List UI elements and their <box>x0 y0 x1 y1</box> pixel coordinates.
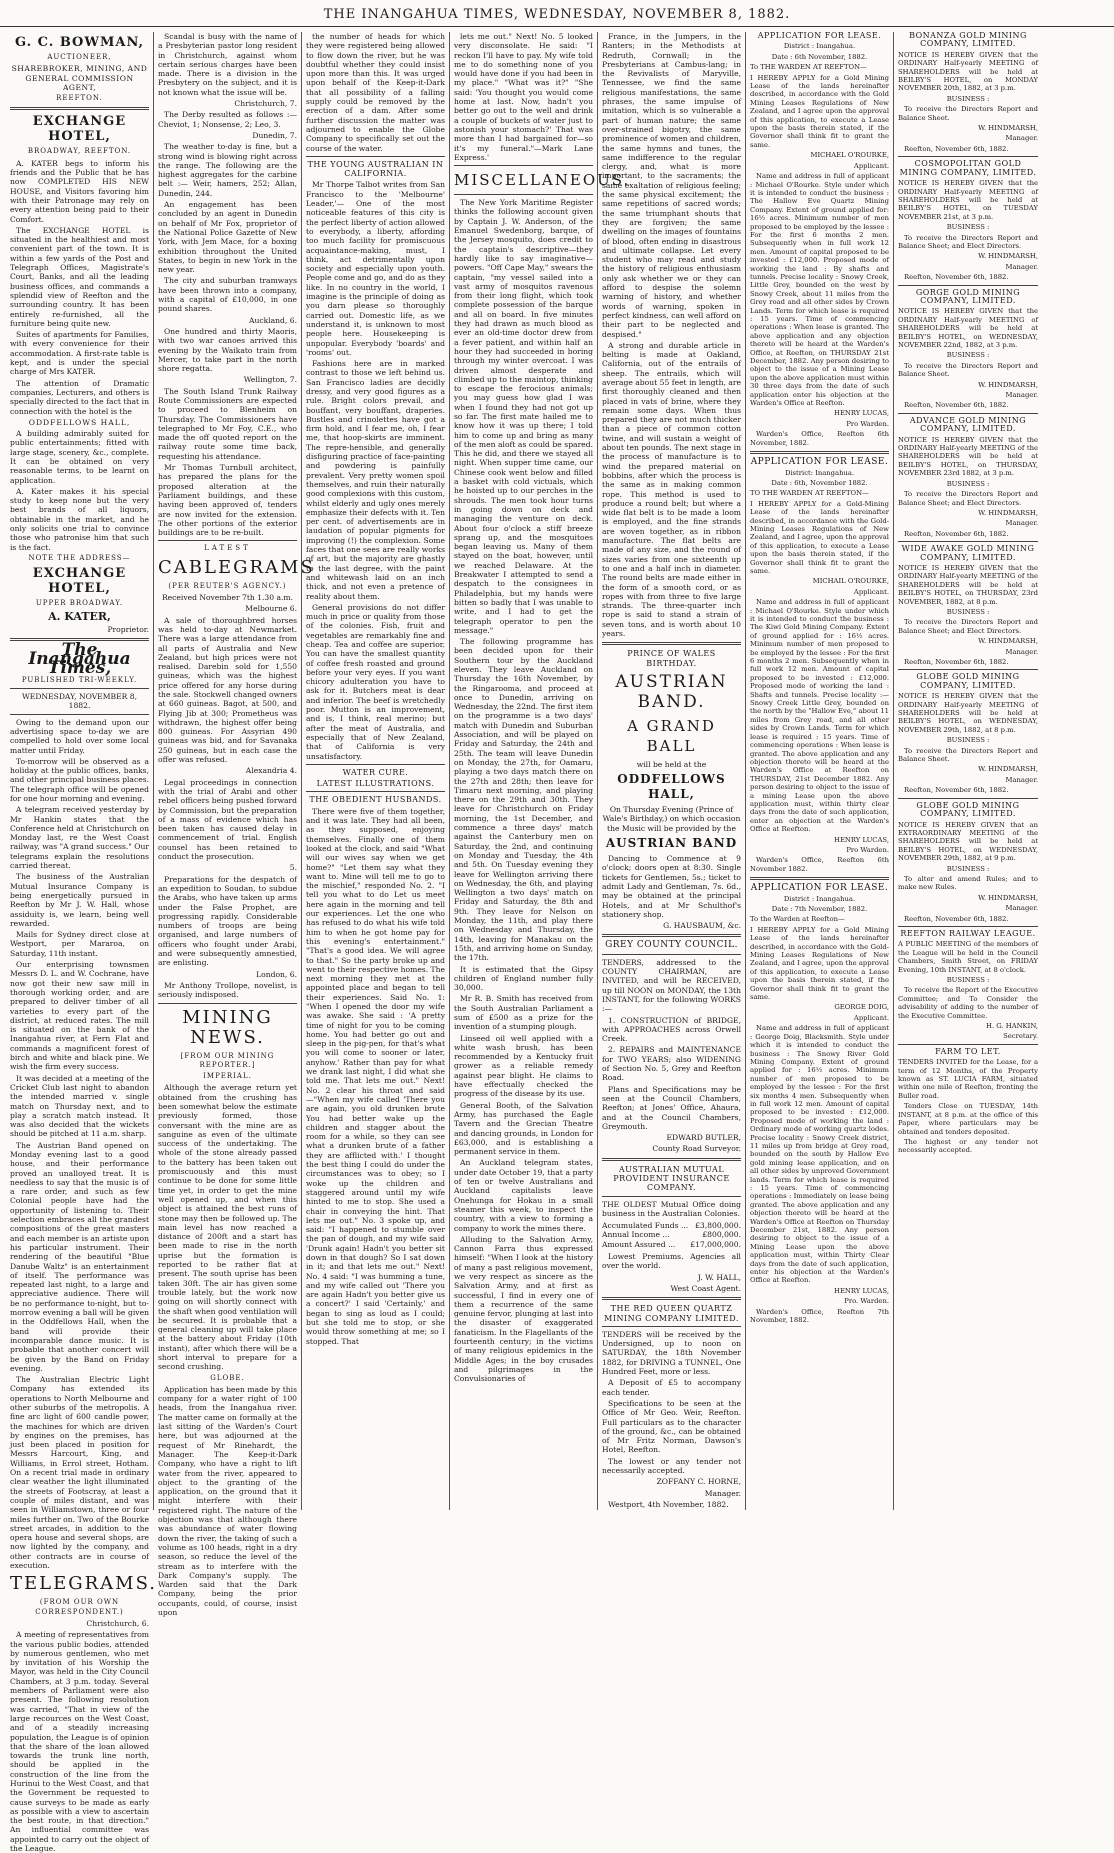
railway-league-business-detail: To receive the Report of the Executive Committee; and To Consider the advisability of adding to the number of the Executive Committee. <box>898 986 1038 1020</box>
lease-2-para: I HEREBY APPLY for a Gold-Mining Lease of the lands hereinafter described, in accordance with the Gold-Mining Leases Regulations of New Zealand, and I agree, upon the approval of this application, to execute a Lease upon the basis therein stated, if the Governor shall think fit to grant the same. <box>750 499 889 575</box>
council-para-2: 1. CONSTRUCTION of BRIDGE, with APPROACHES across Orwell Creek. <box>602 1015 741 1044</box>
council-signature-title: County Road Surveyor. <box>652 1144 741 1154</box>
page-masthead: THE INANGAHUA TIMES, WEDNESDAY, NOVEMBER 8, 1882. <box>0 4 1114 27</box>
column-6 <box>746 32 894 1510</box>
exchange-hotel-address: BROADWAY, REEFTON. <box>27 147 132 156</box>
exchange-para-1: A. KATER begs to inform his friends and the Public that he has now COMPLETED HIS NEW HOUSE, and Visitors favoring him with their Patronage may rely on every attention being paid to their Comfort. <box>10 158 149 224</box>
globe-2-business: BUSINESS : <box>946 864 990 873</box>
col3-para-3: Fashions here are in marked contrast to those we left behind us. San Francisco ladies are decidly dressy, and very good figures as a rule. Bright colors prevail, and bouffant, very bouffant, draperies. Bustles and crinolettes have got a firm hold, and I fear me, oh, I fear me, that hoop-skirts are imminent. The repre-hensible, and generally disfiguring practice of face-painting and powdering is painfully prevalent. Very pretty women spoil themselves, and ruin their naturally good complexions with this custom, whilst elderly and ugly ones merely emphasize their defects with it. Ten per cent. of advertisements are in laudation of popular pigments for improving (!) the complexion. Some faces that one sees are really works of art, but the majority are ghastly to the last degree, with the paint and whitewash laid on an inch thick, and not even a pretence of reality about them. <box>306 359 445 601</box>
dateline: London, 6. <box>256 969 297 979</box>
col2-para-10: Legal proceedings in connection with the trial of Arabi and other rebel officers being pushed forward by Commission, but the preparation of a mass of evidence which has been taken has caused delay in commencement of trial. English counsel has been retained to conduct the prosecution. <box>158 777 297 862</box>
bowman-place: REEFTON. <box>56 94 103 103</box>
mining-news-heading: MINING NEWS. <box>182 1006 273 1048</box>
col2-para-12: Mr Anthony Trollope, novelist, is seriously indisposed. <box>158 980 297 1000</box>
exchange-proprietor: A. KATER, <box>48 609 111 623</box>
exchange-para-5: A building admirably suited for public entertainments; fitted with large stage, scenery, &c., complete. It can be obtained on very reasonable terms, to be learnt on application. <box>10 429 149 485</box>
amp-row-value: £17,000,000. <box>690 1239 741 1249</box>
amp-row <box>602 1221 741 1230</box>
col4-para-5: Mr R. B. Smith has received from the South Australian Parliament a sum of £500 as a prize for the invention of a stumping plough. <box>454 994 593 1032</box>
dateline: Christchurch, 7. <box>234 99 297 109</box>
bonanza-business-detail: To receive the Directors Report and Balance Sheet. <box>898 105 1038 122</box>
cosmopolitan-heading: COSMOPOLITAN GOLD MINING COMPANY, LIMITED. <box>899 159 1037 177</box>
farm-to-let-para-1: TENDERS INVITED for the Lease, for a term of 12 Months, of the Property known as ST. LUCIA FARM, situated within one mile of Reefton, fronting the Buller road. <box>898 1058 1038 1100</box>
dateline: Melbourne 6. <box>245 604 297 614</box>
railway-league-signature: H. G. HANKIN, <box>986 1022 1038 1031</box>
red-queen-signature-title: Manager. <box>704 1488 741 1498</box>
amp-row-value: £800,000. <box>702 1230 741 1240</box>
bonanza-signature-title: Manager. <box>1005 134 1038 143</box>
globe-2-business-detail: To alter and amend Rules; and to make new Rules. <box>898 874 1038 892</box>
divider <box>898 926 1038 927</box>
divider <box>602 642 741 645</box>
dateline: Wellington, 7. <box>243 375 297 385</box>
wide-awake-business-detail: To receive the Directors Report and Balance Sheet; and Elect Directors. <box>898 618 1038 635</box>
columns <box>6 31 1108 1853</box>
lease-1-to: To THE WARDEN AT REEFTON— <box>750 63 867 72</box>
globe-signature: W. HINDMARSH, <box>978 765 1038 774</box>
lease-3-para: I HEREBY APPLY for a Gold Mining Lease of the lands hereinafter described, in accordance with the Gold-Mining Leases Regulations of New Zealand, and I agree, upon the approval of this application, to execute a Lease upon the basis therein stated, if the Governor shall think fit to grant the same. <box>750 925 889 1002</box>
globe-signature-title: Manager. <box>1005 775 1038 784</box>
ball-details-2: Dancing to Commence at 9 o'clock; doors open at 8:30. Single tickets for Gentlemen, 5s.; ticket to admit Lady and Gentleman, 7s. 6d., may be obtained at the principal Hotels, and at Mr Schulthof's stationery shop. <box>602 854 741 919</box>
lease-2-office: Warden's Office, Reefton 6th November 1882. <box>750 856 889 873</box>
column-2 <box>154 32 315 1618</box>
red-queen-signature: ZOFFANY C. HORNE, <box>656 1477 741 1487</box>
council-signature: EDWARD BUTLER, <box>666 1133 741 1143</box>
col5-para-2: A strong and durable article in belting is made at Oakland, California, out of the entrails of sheep. The entrails, which will average about 55 feet in length, are first thoroughly cleaned and then placed in vats of brine, where they remain some days. When thus prepared they are not much thicker than a piece of common cotton twine, and will sustain a weight of about ten pounds. The next stage in the process of manufacture is to wind the prepared material on bobbins, after which the process is the same as in making common rope. This method is used to produce a round belt; but where a wide flat belt is to be made a loom is employed, and the fine strands are woven together, as in ribbon manufacture. The flat belts are made of any size, and the round of sizes varies from one sixteenth up to one and a half inch in diameter. The round belts are made either in the form of a smooth cord, or as ropes with from three to five large strands. The three-quarter inch rope is said to stand a strain of seven tons, and is worth about 10 years. <box>602 340 741 638</box>
col2-para-1: Scandal is busy with the name of a Presbyterian pastor long resident in Christchurch, against whom certain serious charges have been made. There is a division in the Presbytery on the subject, and it is not known what the issue will be. <box>158 32 297 97</box>
col4-para-8: An Auckland telegram states, under date October 19, that a party of ten or twelve Australians and Auckland capitalists leave Onehunga for Hokau in a small steamer this week, to inspect the country, with a view to forming a company to work the mines there. <box>454 1158 593 1233</box>
col5-para-1: France, in the Jumpers, in the Ranters; in the Methodists at Redruth, Cornwall; in the Presbyterians at Cambus-lang; in the Revivalists of Maryville, Tennessee, we find the same religious manifestations, the same phrases, the same impulse of imitation, which is so vulnerable a part of human nature; the same over-strained bigotry, the same prominence of women and children, the same hymns and tunes, the same indifference to the regular clergy, and, what is more important, to the sacraments; the same exaltation of religious feeling; the same physical excitement; the same repetitions of sacred words; the same triumphant shouts that they are forgiven; the same dwelling on the images of fountains of blood, often ending in disastrous and ultimate collapse. Let every student who may read and study the history of religious enthusiasm only ask whether we or they can afford to despise the solemn warning of history, and whether words of warning, spoken in perfect kindness, can well afford on their part to be neglected and despised." <box>602 32 741 339</box>
column-7 <box>894 32 1042 1510</box>
lease-1-signature: MICHAEL O'ROURKE, <box>810 151 889 160</box>
divider <box>158 540 297 541</box>
divider <box>454 165 593 166</box>
globe-2-date: Reefton, November 6th, 1882. <box>904 914 1009 923</box>
exchange-address-2: UPPER BROADWAY. <box>35 599 124 608</box>
farm-to-let-para-3: The highest or any tender not necessarily accepted. <box>898 1137 1038 1155</box>
lease-2-warden: HENRY LUCAS, <box>834 835 889 844</box>
lease-2-to: TO THE WARDEN AT REEFTON— <box>750 489 869 498</box>
lease-3-heading: APPLICATION FOR LEASE. <box>750 883 889 894</box>
col2-para-13: Although the average return yet obtained from the crushing has been somewhat below the estimate previously formed, those conversant with the mine are as sanguine as even of the ultimate success of the undertaking. The whole of the stone already passed to the battery has been taken out promiscuously and this must continue to be done for some little time yet, in order to get the mine well opened up, and when this object is attained the best runs of stone may then be followed up. The main level has now reached a distance of 200ft and a start has been made to rise in the north uprise but the formation is reported to be rather flat at present. The south uprise has been taken 30ft. The air has given some trouble lately, but the work now going on will shortly connect with the shaft when good ventilation will be secured. It is probable that a general cleaning up will take place at the battery about Friday (10th instant), after which there will be a short interval to prepare for a second crushing. <box>158 1083 297 1372</box>
council-para-1: TENDERS, addressed to the COUNTY CHAIRMAN, are INVITED, and will be RECEIVED, up till NOON on MONDAY, the 13th INSTANT, for the following WORKS :— <box>602 957 741 1014</box>
exchange-para-3: Suites of apartments for Families, with every convenience for their accommodation. A first-rate table is kept, and is under the special charge of Mrs KATER. <box>10 330 149 377</box>
advance-date: Reefton, November 6th, 1882. <box>904 529 1009 538</box>
red-queen-heading: THE RED QUEEN QUARTZ MINING COMPANY LIMITED. <box>604 1304 739 1323</box>
austrian-band-heading: AUSTRIAN BAND. <box>615 671 728 712</box>
dateline: Dunedin, 7. <box>252 130 297 140</box>
globe-heading: GLOBE GOLD MINING COMPANY, LIMITED. <box>916 672 1020 690</box>
col2-para-9: A sale of thoroughbred horses was held to-day at Newmarket. There was a large attendance from all parts of Australia and New Zealand, but high prices were not realised. Darebin sold for 1,550 guineas, which was the highest price offered for any horse during the sale. Stockwell changed owners at 660 guineas. Bagot, at 500, and Flying Jib at 300; Prometheus was withdrawn, the highest offer being 800 guineas. For Assyrian 490 guineas was bid, and for Savanaka 250 guineas, but in each case the offer was refused. <box>158 615 297 765</box>
globe-business-detail: To receive the Directors Report and Balance Sheet. <box>898 746 1038 764</box>
divider <box>10 688 149 689</box>
editorial-para-9: The Australian Electric Light Company has extended its operations to North Melbourne and other suburbs of the metropolis. A fine arc light of 600 candle power, the machines for which are driven by engines on the premises, has just been placed in position for Messrs Harcourt, King, and Williams, in Errol street, Hotham. On a recent trial made in ordinary clear weather the light illuminated the streets of Footscray, at least a couple of miles distant, and was seen in Williamstown, three or four miles further on. Two of the Bourke street arcades, in addition to the opera house and several shops, are now lighted by the company, and other contracts are in course of execution. <box>10 1375 149 1571</box>
mining-news-subheading: [FROM OUR MINING REPORTER.] <box>180 1051 275 1069</box>
dateline: Alexandria 4. <box>245 766 297 776</box>
red-queen-para-2: A Deposit of £5 to accompany each tender. <box>602 1378 741 1397</box>
telegram-para-1: A meeting of representatives from the various public bodies, attended by numerous gentlemen, who met by invitation of his Worship the Mayor, was held in the City Council Chambers, at 3 p.m. today. Several members of Parliament were also present. The following resolution was carried, "That in view of the large recources on the West Coast, and of a steadily increasing population, the League is of opinion that the share of the loan allowed towards the trunk line north, should be applied in the construction of the line from the Hurinui to the West Coast, and that the Government be requested to cause surveys to be made as early as possible with a view to ascertain the best route, in that direction." An influential committee was appointed to carry out the object of the League. <box>10 1630 149 1853</box>
gorge-signature: W. HINDMARSH, <box>978 380 1038 389</box>
lease-1-district: District : Inangahua. <box>783 42 856 51</box>
cablegrams-subheading: (PER REUTER'S AGENCY.) <box>168 581 287 590</box>
divider <box>898 669 1038 670</box>
lease-3-office: Warden's Office, Reefton 7th November, 1882. <box>750 1307 889 1325</box>
globe-2-heading: GLOBE GOLD MINING COMPANY, LIMITED. <box>916 800 1020 819</box>
cable-received: Received November 7th 1.30 a.m. <box>161 593 294 603</box>
amp-row-label: Amount Assured ... <box>602 1239 676 1249</box>
bowman-name: G. C. BOWMAN, <box>14 35 145 50</box>
cosmopolitan-date: Reefton, November 6th, 1882. <box>904 273 1009 282</box>
lease-3-warden-title: Pro. Warden. <box>844 1297 889 1306</box>
divider <box>602 954 741 955</box>
lease-2-signature-label: Applicant. <box>853 587 889 596</box>
lease-3-warden: HENRY LUCAS, <box>834 1286 889 1295</box>
wide-awake-business: BUSINESS : <box>946 607 990 616</box>
amp-para-2: Lowest Premiums. Agencies all over the world. <box>602 1252 741 1271</box>
amp-para: THE OLDEST Mutual Office doing business in the Australian Colonies. <box>602 1199 741 1218</box>
lease-2-date: Date : 6th, November 1882. <box>771 478 868 487</box>
lease-3-date: Date : 7th November, 1882. <box>771 905 868 913</box>
bonanza-business: BUSINESS : <box>946 94 990 103</box>
latest-illustrations-heading: LATEST ILLUSTRATIONS. <box>316 779 435 789</box>
bonanza-signature: W. HINDMARSH, <box>978 124 1038 133</box>
railway-league-signature-title: Secretary. <box>1003 1032 1038 1041</box>
editorial-para-7: It was decided at a meeting of the Cricket Club last night to abandon the intended married v. single match on Thursday next, and to play a scratch match instead. It was also decided that the wickets should be pitched at 11 a.m. sharp. <box>10 1073 149 1139</box>
cosmopolitan-signature: W. HINDMARSH, <box>978 252 1038 261</box>
paper-subtitle: PUBLISHED TRI-WEEKLY. <box>21 675 138 684</box>
lease-1-date: Date : 6th November, 1882. <box>771 52 868 61</box>
gorge-notice: NOTICE IS HEREBY GIVEN that the ORDINARY Half-yearly MEETING of SHAREHOLDERS will be held at BEILBY'S HOTEL, on WEDNESDAY, NOVEMBER 22nd, 1882, at 3 p.m. <box>898 307 1038 349</box>
ball-held-at: will be held at the <box>636 759 707 769</box>
col3-para-2: Mr Thorpe Talbot writes from San Francisco to the 'Melbourne' Leader,'— One of the most noticeable features of this city is the perfect liberty of action allowed to everybody, a liberty, affording too much facility for promiscuous acquaintance-making, must, I think, act detrimentally upon society and especially upon youth. People come and go, and do as they like. In no country in the world, I imagine is the principle of doing as you darn please so thoroughly carried out. Domestic life, as we understand it, is unknown to most people here. Housekeeping is unpopular. Everybody 'boards' and 'rooms' out. <box>306 180 445 357</box>
wide-awake-signature-title: Manager. <box>1005 647 1038 656</box>
exchange-para-2: The EXCHANGE HOTEL is situated in the healthiest and most convenient part of the town. It is within a few yards of the Post and Telegraph Offices, Magistrate's Court, Banks, and all the leading business offices, and commands a splendid view of Reefton and the surrounding country. It has been entirely re-furnished, all the furniture being quite new. <box>10 225 149 328</box>
exchange-proprietor-label: Proprietor. <box>107 624 149 634</box>
divider <box>750 877 889 880</box>
divider <box>898 285 1038 286</box>
lease-2-signature: MICHAIL O'ROURKE, <box>812 577 889 586</box>
divider <box>158 1003 297 1004</box>
wide-awake-notice: NOTICE IS HEREBY GIVEN that the ORDINARY Half-yearly MEETING of the SHAREHOLDERS will be held at BEILBY'S HOTEL, on THURSDAY, 23rd NOVEMBER, 1882, at 8 p.m. <box>898 563 1038 606</box>
lease-1-warden-title: Pro Warden. <box>846 419 889 428</box>
amp-table <box>602 1221 741 1249</box>
divider <box>898 413 1038 414</box>
globe-2-notice: NOTICE IS HEREBY GIVEN that an EXTRAORDINARY MEETING of the SHAREHOLDERS will be held at BEILBY'S HOTEL, on WEDNESDAY, NOVEMBER 29th, 1882, at 9 p.m. <box>898 820 1038 863</box>
lease-3-details: Name and address in full of applicant : George Doig, Blacksmith. Style under which it is intended to conduct the business : The Snowy River Gold Mining Company. Extent of ground applied for : 16½ acres. Minimum number of men proposed to be employed by the lessee : For the first six months 4 men. Subsequently when in full work 12 men. Amount of capital proposed to be invested : £12,000. Proposed mode of working the land : Ordinary mode of working quartz lodes. Precise locality : Snowy Creek district, 11 miles up from bridge at Grey road, bounded on the south by Hallow Eve gold mining lease application, and on all other sides by unproved Government lands. Term for which lease is required : 15 years. Time of commencing operations : Immediately on lease being granted. The above application and any objection thereto will be heard at the Warden's Office at Reefton on Thursday December 21st, 1882. Any person desiring to object to the issue of a Mining Lease upon the above application must, within Thirty Clear days from the date of such application, enter his objection at the Warden's Office at Reefton. <box>750 1024 889 1285</box>
amp-row-label: Annual Income ... <box>602 1230 670 1240</box>
telegram-place: Christchurch, 6. <box>86 1618 149 1628</box>
advance-business-detail: To receive the Directors Report and Balance Sheet; and Elect Directors. <box>898 490 1038 507</box>
bonanza-heading: BONANZA GOLD MINING COMPANY, LIMITED. <box>909 31 1027 49</box>
advance-signature-title: Manager. <box>1005 519 1038 528</box>
red-queen-para-4: The lowest or any tender not necessarily accepted. <box>602 1456 741 1475</box>
exchange-hotel-title-2: EXCHANGE HOTEL, <box>32 566 127 597</box>
gorge-date: Reefton, November 6th, 1882. <box>904 401 1009 410</box>
divider <box>602 1158 741 1161</box>
globe-heading: GLOBE. <box>210 1373 245 1382</box>
water-cure-heading: WATER CURE. <box>342 767 409 777</box>
bowman-title: AUCTIONEER, <box>47 53 112 61</box>
amp-row-value: £3,800,000. <box>695 1221 741 1231</box>
exchange-para-6: A. Kater makes it his special study to keep none but the very best brands of all liquors, obtainable in the market, and he only solicits one trial to convince those who patronise him that such is the fact. <box>10 486 149 552</box>
col4-para-3: The following programme has been decided upon for their Southern tour by the Auckland eleven. They leave Auckland on Thursday the 16th November, by the Ringarooma, and proceed at once to Dunedin, arriving on Wednesday, the 22nd. The first item on the programme is a two days' match with Dunedin and Suburban Association, and will be played on Friday and Saturday, the 24th and 25th. The team will leave Dunedin on Monday, the 27th, for Oamaru, playing a two days match there on the 27th and 28th; then leave for Timaru next morning, and playing there on the 29th and 30th. They leave for Christchurch on Friday morning, the 1st December, and commence a three days' match against the Canterbury men on Saturday, the 2nd, and continuing on Monday and Tuesday, the 4th and 5th. On Tuesday evening they leave for Wellington arriving there on Wednesday, the 6th, and playing Wellington a two days' match on Friday and Saturday, the 8th and 9th. They leave for Nelson on Monday, the 11th, and play there on Wednesday and Thursday, the 14th, leaving for Manakau on the 15th, and arriving home on Sunday, the 17th. <box>454 637 593 963</box>
col4-para-2: The New York Maritime Register thinks the following account given by Captain J. W. Anderson, of the Emanuel Swedenborg, barque, of the Jersey mosquito, does credit to the captain's descriptive—they hardly like to say imaginative—powers. "Off Cape May," swears the captain, "my vessel sailed into a vast army of mosquitos ravenous from their long flight, which took complete possession of the barque and all on board. In five minutes they had drawn as much blood as ever an old-time doctor drew from a fever patient, and within half an hour they had succeeded in boring through my winter overcoat. I was driven almost desperate and climbed up to the maintop, thinking to escape the ferocious animals; you may guess how glad I was when I found they had not got up so far. The first mate hailed me to know how it was up there; I told him to come up and bring as many of the men aloft as could be spared. This he did, and there we stayed all night. When supper time came, our Chinese cook went below and filled a basket with cold victuals, which he hoisted up to our perches in the shrouds. The men took hour turns in going down on deck and managing the venture on deck. About four o'clock a stiff breeze sprang up, and the mosquitoes began leaving us. Many of them stayed on the boat, however, until we reached Delaware. At the Breakwater I attempted to send a despatch to the consignees in Philadelphia, but my hands were bitten so badly that I was unable to write, and I had to get the telegraph operator to pen the message." <box>454 198 593 635</box>
railway-league-heading: REEFTON RAILWAY LEAGUE. <box>900 928 1036 938</box>
miscellaneous-heading: MISCELLANEOUS. <box>454 171 631 190</box>
austrian-band-name: AUSTRIAN BAND <box>605 836 738 851</box>
telegrams-subheading: (FROM OUR OWN CORRESPONDENT.) <box>35 1598 124 1616</box>
column-1 <box>6 32 158 1853</box>
col2-para-8: Mr Thomas Turnbull architect, has prepared the plans for the proposed alteration at the Parliament buildings, and these having been approved of, tenders are now invited for the extension. The other portions of the exterior buildings are to be re-built. <box>158 463 297 538</box>
gorge-business-detail: To receive the Directors Report and Balance Sheet. <box>898 361 1038 379</box>
divider <box>602 1297 741 1300</box>
lease-1-para: I HEREBY APPLY for a Gold Mining Lease of the lands hereinafter described, in accordance with the Gold Mining Leases Regulations of New Zealand, and I agree upon the approval of this application, to execute a Lease upon the basis therein stated, if the Governor shall think fit to grant the same. <box>750 73 889 149</box>
column-5 <box>598 32 746 1510</box>
bonanza-date: Reefton, November 6th, 1882. <box>904 144 1009 153</box>
col4-para-1: lets me out." Next! No. 5 looked very disconsolate. He said: "I reckon I'll have to pay. My wife told me to do something none of you would have done if you had been in my place." "What was it?" "She said: 'You thought you would come home at last. Now, hadn't you better go out to the well and drink a couple of buckets of water just to astonish your stomach?' That was more than I had bargained for—so it's my funeral."—Mark Lane Express.' <box>454 32 593 162</box>
council-para-3: 2. REPAIRS and MAINTENANCE for TWO YEARS; also WIDENING of Section No. 5, Grey and Reefton Road. <box>602 1045 741 1083</box>
exchange-para-4: The attention of Dramatic companies, Lecturers, and others is specially directed to the fact that in connection with the hotel is the <box>10 378 149 416</box>
cosmopolitan-business: BUSINESS : <box>946 223 990 232</box>
grey-county-council-heading: GREY COUNTY COUNCIL. <box>605 940 738 951</box>
divider <box>602 934 741 937</box>
column-4 <box>450 32 631 1510</box>
amp-row <box>602 1230 741 1239</box>
imperial-heading: IMPERIAL. <box>203 1072 252 1081</box>
col2-para-11: Preparations for the despatch of an expedition to Soudan, to subdue the Arabs, who have taken up arms under the False Prophet, are progressing rapidly. Considerable numbers of troops are being organised, and large numbers of officers who fought under Arabi, and were subsequently amnestied, are enlisting. <box>158 874 297 968</box>
grand-ball-heading: A GRAND BALL <box>627 716 716 755</box>
paper-title: The Inangahua Times, <box>28 639 131 679</box>
telegrams-heading: TELEGRAMS. <box>10 1573 158 1595</box>
advance-business: BUSINESS : <box>946 479 990 488</box>
globe-2-signature: W. HINDMARSH, <box>978 893 1038 902</box>
amp-row <box>602 1240 741 1249</box>
lease-1-signature-label: Applicant. <box>853 161 889 170</box>
bowman-trades: SHAREBROKER, MINING, AND GENERAL COMMISSION AGENT, <box>11 64 148 92</box>
wide-awake-heading: WIDE AWAKE GOLD MINING COMPANY, LIMITED. <box>901 544 1035 562</box>
divider <box>306 764 445 765</box>
col3-para-1: the number of heads for which they were registered being allowed to flow down the river, but he was doubtful whether they could insist upon more than this. It was urged upon behalf of the Keep-it-Dark that all possibility of a falling supply could be removed by the erection of a dam. After some further discussion the matter was adjourned to enable the Globe Company to specifically set out the course of the water. <box>306 32 445 153</box>
lease-1-office: Warden's Office, Reefton 6th November, 1882. <box>750 430 889 447</box>
lease-2-warden-title: Pro Warden. <box>846 845 889 854</box>
amp-heading: AUSTRALIAN MUTUAL PROVIDENT INSURANCE COMPANY. <box>613 1164 730 1193</box>
red-queen-para-3: Specifications to be seen at the Office of Mr Geo. Weir, Reefton. Full particulars as to the character of the ground, &c., can be obtained of Mr Fritz Norman, Dawson's Hotel, Reefton. <box>602 1398 741 1455</box>
lease-3-district: District : Inangahua. <box>783 894 856 903</box>
lease-2-district: District: Inangahua. <box>784 468 855 477</box>
divider <box>10 714 149 715</box>
col3-para-5: There were five of them together, and it was late. They had all been, as they supposed, enjoying themselves. Finally one of them looked at the clock, and said "What will our wives say when we get home?" "Let them say what they want to. Mine will tell me to go to the mischief," responded No. 2. "I tell you what to do Let us meet here again in the morning and tell our experiences. Let the one who has refused to do what his wife told him to when he got home pay for this evening's entertainment." "That's a good idea. We will agree to that." So the party broke up and went to their respective homes. The next morning they met at the appointed place and began to tell their experiences. Said No. 1: "When I opened the door my wife was awake. She said : 'A pretty time of night for you to be coming home. You had better go out and sleep in the pig-pen, for that's what you will come to sooner or later, anyhow.' Rather than pay for what we drank last night, I did what she told me. That lets me out." Next! No. 2 clear his throat and said—"When my wife called 'There you are again, you old drunken brute You had better wake up the children and stagger about the room for a while, so they can see what a drunken brute of a father they are afflicted with.' I thought the best thing I could do under the circumstances was to obey; so I woke up the children and staggered around until my wife hinted to me to stop. She used a chair in conveying the hint. That lets me out." No. 3 spoke up, and said: "I happened to stumble over the pan of dough, and my wife said 'Drunk again! Hadn't you better sit down in that dough? So I sat down in it; and that lets me out." Next! No. 4 said: "I was humming a tune, and my wife called out 'There you are again Hadn't you better give us a concert?' I said 'Certainly,' and began to sing as loud as I could; but she told me to stop, or she would throw something at me; so I stopped. That <box>306 806 445 1346</box>
advance-notice: NOTICE IS HEREBY GIVEN that the ORDINARY Half-yearly MEETING of the SHAREHOLDERS will be held at BEILBY'S HOTEL, on THURSDAY, NOVEMBER 23rd 1882, at 3 p.m. <box>898 435 1038 478</box>
globe-date: Reefton, November 6th, 1882. <box>904 786 1009 795</box>
exchange-hotel-title: EXCHANGE HOTEL, <box>32 114 127 145</box>
dateline: 5. <box>289 863 297 873</box>
dateline: Auckland, 6. <box>248 315 297 325</box>
lease-3-to: To the Warden at Reefton— <box>750 915 845 924</box>
divider <box>454 194 593 195</box>
cosmopolitan-business-detail: To receive the Directors Report and Balance Sheet; and Elect Directors. <box>898 233 1038 250</box>
divider <box>898 798 1038 799</box>
oddfellows-hall-heading: ODDFELLOWS HALL, <box>617 772 726 802</box>
gorge-heading: GORGE GOLD MINING COMPANY, LIMITED. <box>915 287 1021 305</box>
obedient-husbands-heading: THE OBEDIENT HUSBANDS. <box>309 795 442 805</box>
cosmopolitan-notice: NOTICE IS HEREBY GIVEN that the ORDINARY Half-yearly MEETING of SHAREHOLDERS will be held at BEILBY'S HOTEL, on TUESDAY NOVEMBER 21st, at 3 p.m. <box>898 179 1038 221</box>
divider <box>306 156 445 157</box>
divider <box>898 156 1038 157</box>
railway-league-notice: A PUBLIC MEETING of the members of the League will be held in the Council Chambers, Smith Street, on FRIDAY Evening, 10th INSTANT, at 8 o'clock. <box>898 940 1038 974</box>
lease-3-signature-label: Applicant. <box>853 1013 889 1022</box>
railway-league-business: BUSINESS : <box>946 976 990 984</box>
globe-business: BUSINESS : <box>946 736 990 745</box>
editorial-para-1: Owing to the demand upon our advertising space to-day we are compelled to hold over some local matter until Friday. <box>10 717 149 755</box>
bonanza-notice: NOTICE IS HEREBY GIVEN that the ORDINARY Half-yearly MEETING of SHAREHOLDERS will be held at BEILBY'S HOTEL, on MONDAY NOVEMBER 20th, 1882, at 3 p.m. <box>898 50 1038 93</box>
advance-signature: W. HINDMARSH, <box>978 508 1038 517</box>
lease-1-details: Name and address in full of applicant : Michael O'Rourke. Style under which it is intended to conduct the business : The Hallow Eve Quartz Mining Company. Extent of ground applied for: 16½ acres. Minimum number of men proposed to be employed by the lessee : For the first 6 months 2 men. Subsequently when in full work 12 men. Amount of capital proposed to be invested : £12,000. Proposed mode of working the land : By shafts and tunnels. Precise locality : Snowy Creek, Little Grey, bounded on the west by Snowy Creek, about 11 miles from the Grey road and all other sides by Crown Lands. Term for which lease is required : 15 years. Time of commencing operations : When lease is granted. The above application and any objection thereto will be heard at the Warden's Office, at Reefton, on THURSDAY 21st December, 1882. Any person desiring to object to the issue of a Mining Lease upon the above application must within 30 three days from the date of such application enter his objection at the Warden's Office at Reefton. <box>750 172 889 408</box>
globe-notice: NOTICE IS HEREBY GIVEN that the ORDINARY Half-yearly MEETING of SHAREHOLDERS will be held at BEILBY'S HOTEL, on WEDNESDAY, NOVEMBER 29th, 1882, at 8 p.m. <box>898 692 1038 734</box>
wide-awake-signature: W. HINDMARSH, <box>978 637 1038 646</box>
col4-para-4: It is estimated that the Gipsy children of England number fully 30,000. <box>454 964 593 993</box>
col2-para-5: The city and suburban tramways have been thrown into a company, with a capital of £10,000, in one pound shares. <box>158 276 297 314</box>
editorial-para-6: Our enterprising townsmen Messrs D. L. and W. Cochrane, have now got their new saw mill in thorough working order, and are prepared to deliver timber of all varieties to every part of the district, at reduced rates. The mill is situated on the bank of the Inangahua river, at Fern Flat and commands a magnificent forest of birch and white and black pine. We wish the firm every success. <box>10 960 149 1072</box>
red-queen-date: Westport, 4th November, 1882. <box>608 1499 729 1509</box>
amp-signature: J. W. HALL, <box>697 1272 741 1282</box>
oddfellows-hall: ODDFELLOWS HALL, <box>28 417 131 427</box>
exchange-note: NOTE THE ADDRESS— <box>28 553 131 562</box>
ball-signature: G. HAUSBAUM, &c. <box>663 921 741 931</box>
col2-para-14: Application has been made by this company for a water right of 100 heads, from the Inangahua river. The matter came on formally at the last sitting of the Warden's Court here, but was adjourned at the request of Mr Rinehardt, the Manager. The Keep-it-Dark Company, who have a right to lift water from the river, appeared to object to the granting of the application, on the ground that it might interfere with their registered right. The nature of the objection was that although there was abundance of water flowing down the river, the taking of such a volume as 100 heads, right in a dry season, so reduce the level of the stream as to interfere with the Dark Company's supply. The Warden said that the Dark Company, being the prior occupants, could, of course, insist upon <box>158 1384 297 1618</box>
col2-para-6: One hundred and thirty Maoris, with two war canoes arrived this evening by the Waikato train from Mercer, to take part in the north shore regatta. <box>158 326 297 374</box>
editorial-para-8: The Austrian Band opened on Monday evening last to a good house, and their performance proved an unalloyed treat. It is needless to say that the music is of a rare order, and such as few Colonial people have had the opportunity of listening to. Their selection embraces all the grandest compositions of the great masters and each member is an artiste upon his particular instrument. Their rendering of the beautiful "Blue Danube Waltz" is an entertainment of itself. The performance was repeated last night, to a large and appreciative audience. There will be no performance to-night, but to-morrow evening a ball will be given in the Oddfellows Hall, when the band will provide their incomparable dance music. It is probable that another concert will be given by the Band on Friday evening. <box>10 1140 149 1373</box>
prince-of-wales-heading: PRINCE OF WALES BIRTHDAY. <box>627 649 716 668</box>
paper-date: WEDNESDAY, NOVEMBER 8, 1882. <box>22 692 137 711</box>
divider <box>750 451 889 454</box>
col2-para-3: The weather to-day is fine, but a strong wind is blowing right across the range. The following are the highest aggregates for the carbine belt :— Weir, hamers, 252; Allan, Dunedin, 244. <box>158 142 297 198</box>
editorial-para-3: A telegram received yesterday by Mr Hankin states that the Conference held at Christchurch on Monday last, re the West Coast railway, was "A grand success." Our telegrams explain the resolutions carried thereat. <box>10 805 149 871</box>
col3-para-4: General provisions do not differ much in price or quality from those of the colonies. Fish, fruit and vegetables are remarkably fine and cheap. Tea and coffee are superior. You can have the smallest quantity of coffee fresh roasted and ground before your very eyes. If you want chicory adulteration you have to ask for it. Butchers meat is dear and inferior. The beef is wretchedly poor. Mutton is an improvement, and is, I think, real merino; but after the meat of Australia, and especially that of New Zealand, that of California is very unsatisfactory. <box>306 602 445 761</box>
wide-awake-date: Reefton, November 6th, 1882. <box>904 658 1009 666</box>
col4-para-9: Alluding to the Salvation Army, Cannon Farra thus expressed himself: "When I look at the history of many a past religious movement, we very respect as sincere as the Salvation Army, and at first as successful, I find in every one of them a recurrence of the same genuine fervor, plunging at last into the disaster of exaggerated fanaticism. In the Flagellants of the fourteenth century; in the victims of many religious epidemics in the Middle Ages; in the boy crusades and pilgrimages in the Convulsionaries of <box>454 1234 593 1384</box>
column-3 <box>302 32 450 1510</box>
cablegrams-heading: CABLEGRAMS <box>158 556 315 578</box>
editorial-para-2: To-morrow will be observed as a holiday at the public offices, banks, and other principal business places. The telegraph office will be opened for one hour morning and evening. <box>10 756 150 803</box>
lease-1-heading: APPLICATION FOR LEASE. <box>757 31 882 40</box>
council-para-4: Plans and Specifications may be seen at the Council Chambers, Reefton; at Jones' Office, Ahaura, and at the Council Chambers, Greymouth. <box>602 1084 741 1131</box>
farm-to-let-para-2: Tenders Close on TUESDAY, 14th INSTANT, at 8 p.m. at the office of this Paper, where particulars may be obtained and tenders deposited. <box>898 1102 1038 1136</box>
lease-3-signature: GEORGE DOIG, <box>834 1003 889 1012</box>
amp-signature-title: West Coast Agent. <box>670 1283 741 1293</box>
editorial-para-4: The business of the Australian Mutual Insurance Company is being energetically pursued in Reefton by Mr J. W. Hall, whose assiduity is, we learn, being well rewarded. <box>10 872 149 928</box>
editorial-para-5: Mails for Sydney direct close at Westport, per Mararoa, on Saturday, 11th instant. <box>10 930 149 958</box>
lease-1-warden: HENRY LUCAS, <box>834 409 889 418</box>
farm-to-let-heading: FARM TO LET. <box>935 1046 1001 1056</box>
lease-2-heading: APPLICATION FOR LEASE. <box>750 457 889 468</box>
young-australian-heading: THE YOUNG AUSTRALIAN IN CALIFORNIA. <box>307 159 444 179</box>
amp-row-label: Accumulated Funds ... <box>602 1221 689 1231</box>
ball-details: On Thursday Evening (Prince of Wale's Birthday,) on which occasion the Music will be provided by the <box>602 805 741 833</box>
divider <box>602 1326 741 1327</box>
divider <box>898 541 1038 542</box>
gorge-signature-title: Manager. <box>1005 391 1038 400</box>
col2-para-7: The South Island Trunk Railway Route Commissioners are expected to proceed to Blenheim on Thursday. The Commissioners have telegraphed to Mr Foy, C.E., who made the off quoted report on the railway route some time back, requesting his attendance. <box>158 386 297 461</box>
cosmopolitan-signature-title: Manager. <box>1005 262 1038 271</box>
divider <box>306 791 445 792</box>
red-queen-para-1: TENDERS will be received by the Undersigned, up to noon on SATURDAY, the 18th November 1882, for DRIVING a TUNNEL, One Hundred Feet, more or less. <box>602 1329 741 1377</box>
globe-2-signature-title: Manager. <box>1005 904 1038 913</box>
col4-para-7: General Booth, of the Salvation Army, has purchased the Eagle Tavern and the Grecian Theatre and dancing grounds, in London for £63,000, and is establishing a permanent service in them. <box>454 1100 593 1157</box>
divider <box>898 1044 1038 1045</box>
gorge-business: BUSINESS : <box>946 351 990 360</box>
lease-2-details: Name and address in full of applicant : Michael O'Rourke. Style under which it is intended to conduct the business : The Kiwi Gold Mining Company. Extent of ground applied for : 16½ acres. Minimum number of men proposed to be employed by the lessee : For the first 6 months 2 men. Subsequently when in full work 12 men. Amount of capital proposed to be invested : £12,000. Proposed mode of working the land : Shafts and tunnels. Precise locality :—Snowy Creek Little Grey, bounded on the north by the "Hallow Eve," about 11 miles from Grey road, and all other sides by Crown Lands. Term for which lease is required : 15 years. Time of commencing operations : When lease is granted. The above application and any objection thereto will be heard at the Warden's Office at Reefton on THURSDAY, 21st December 1882. Any person desiring to object to the issue of a mining Lease upon the above application must, within thirty clear days from the date of such application, enter an objection at the Warden's Office at Reefton. <box>750 598 889 834</box>
col2-para-2: The Derby resulted as follows :— Cheviot, 1; Nonsense, 2; Leo, 3. <box>158 110 297 129</box>
latest-label: LATEST <box>204 544 251 553</box>
col4-para-6: Linseed oil well applied with a white wash brush, has been recommended by a Kentucky fruit grower as a reliable remedy against pear blight. He claims to have effectually checked the progress of the disease by its use. <box>454 1033 593 1099</box>
divider <box>602 1196 741 1197</box>
divider <box>10 107 149 110</box>
advance-heading: ADVANCE GOLD MINING COMPANY, LIMITED. <box>909 415 1027 434</box>
col2-para-4: An engagement has been concluded by an agent in Dunedin on behalf of Mr Fox, proprietor of the National Police Gazette of New York, with Jem Mace, for a boxing exhibition throughout the United States, to begin in new York in the new year. <box>158 200 297 275</box>
